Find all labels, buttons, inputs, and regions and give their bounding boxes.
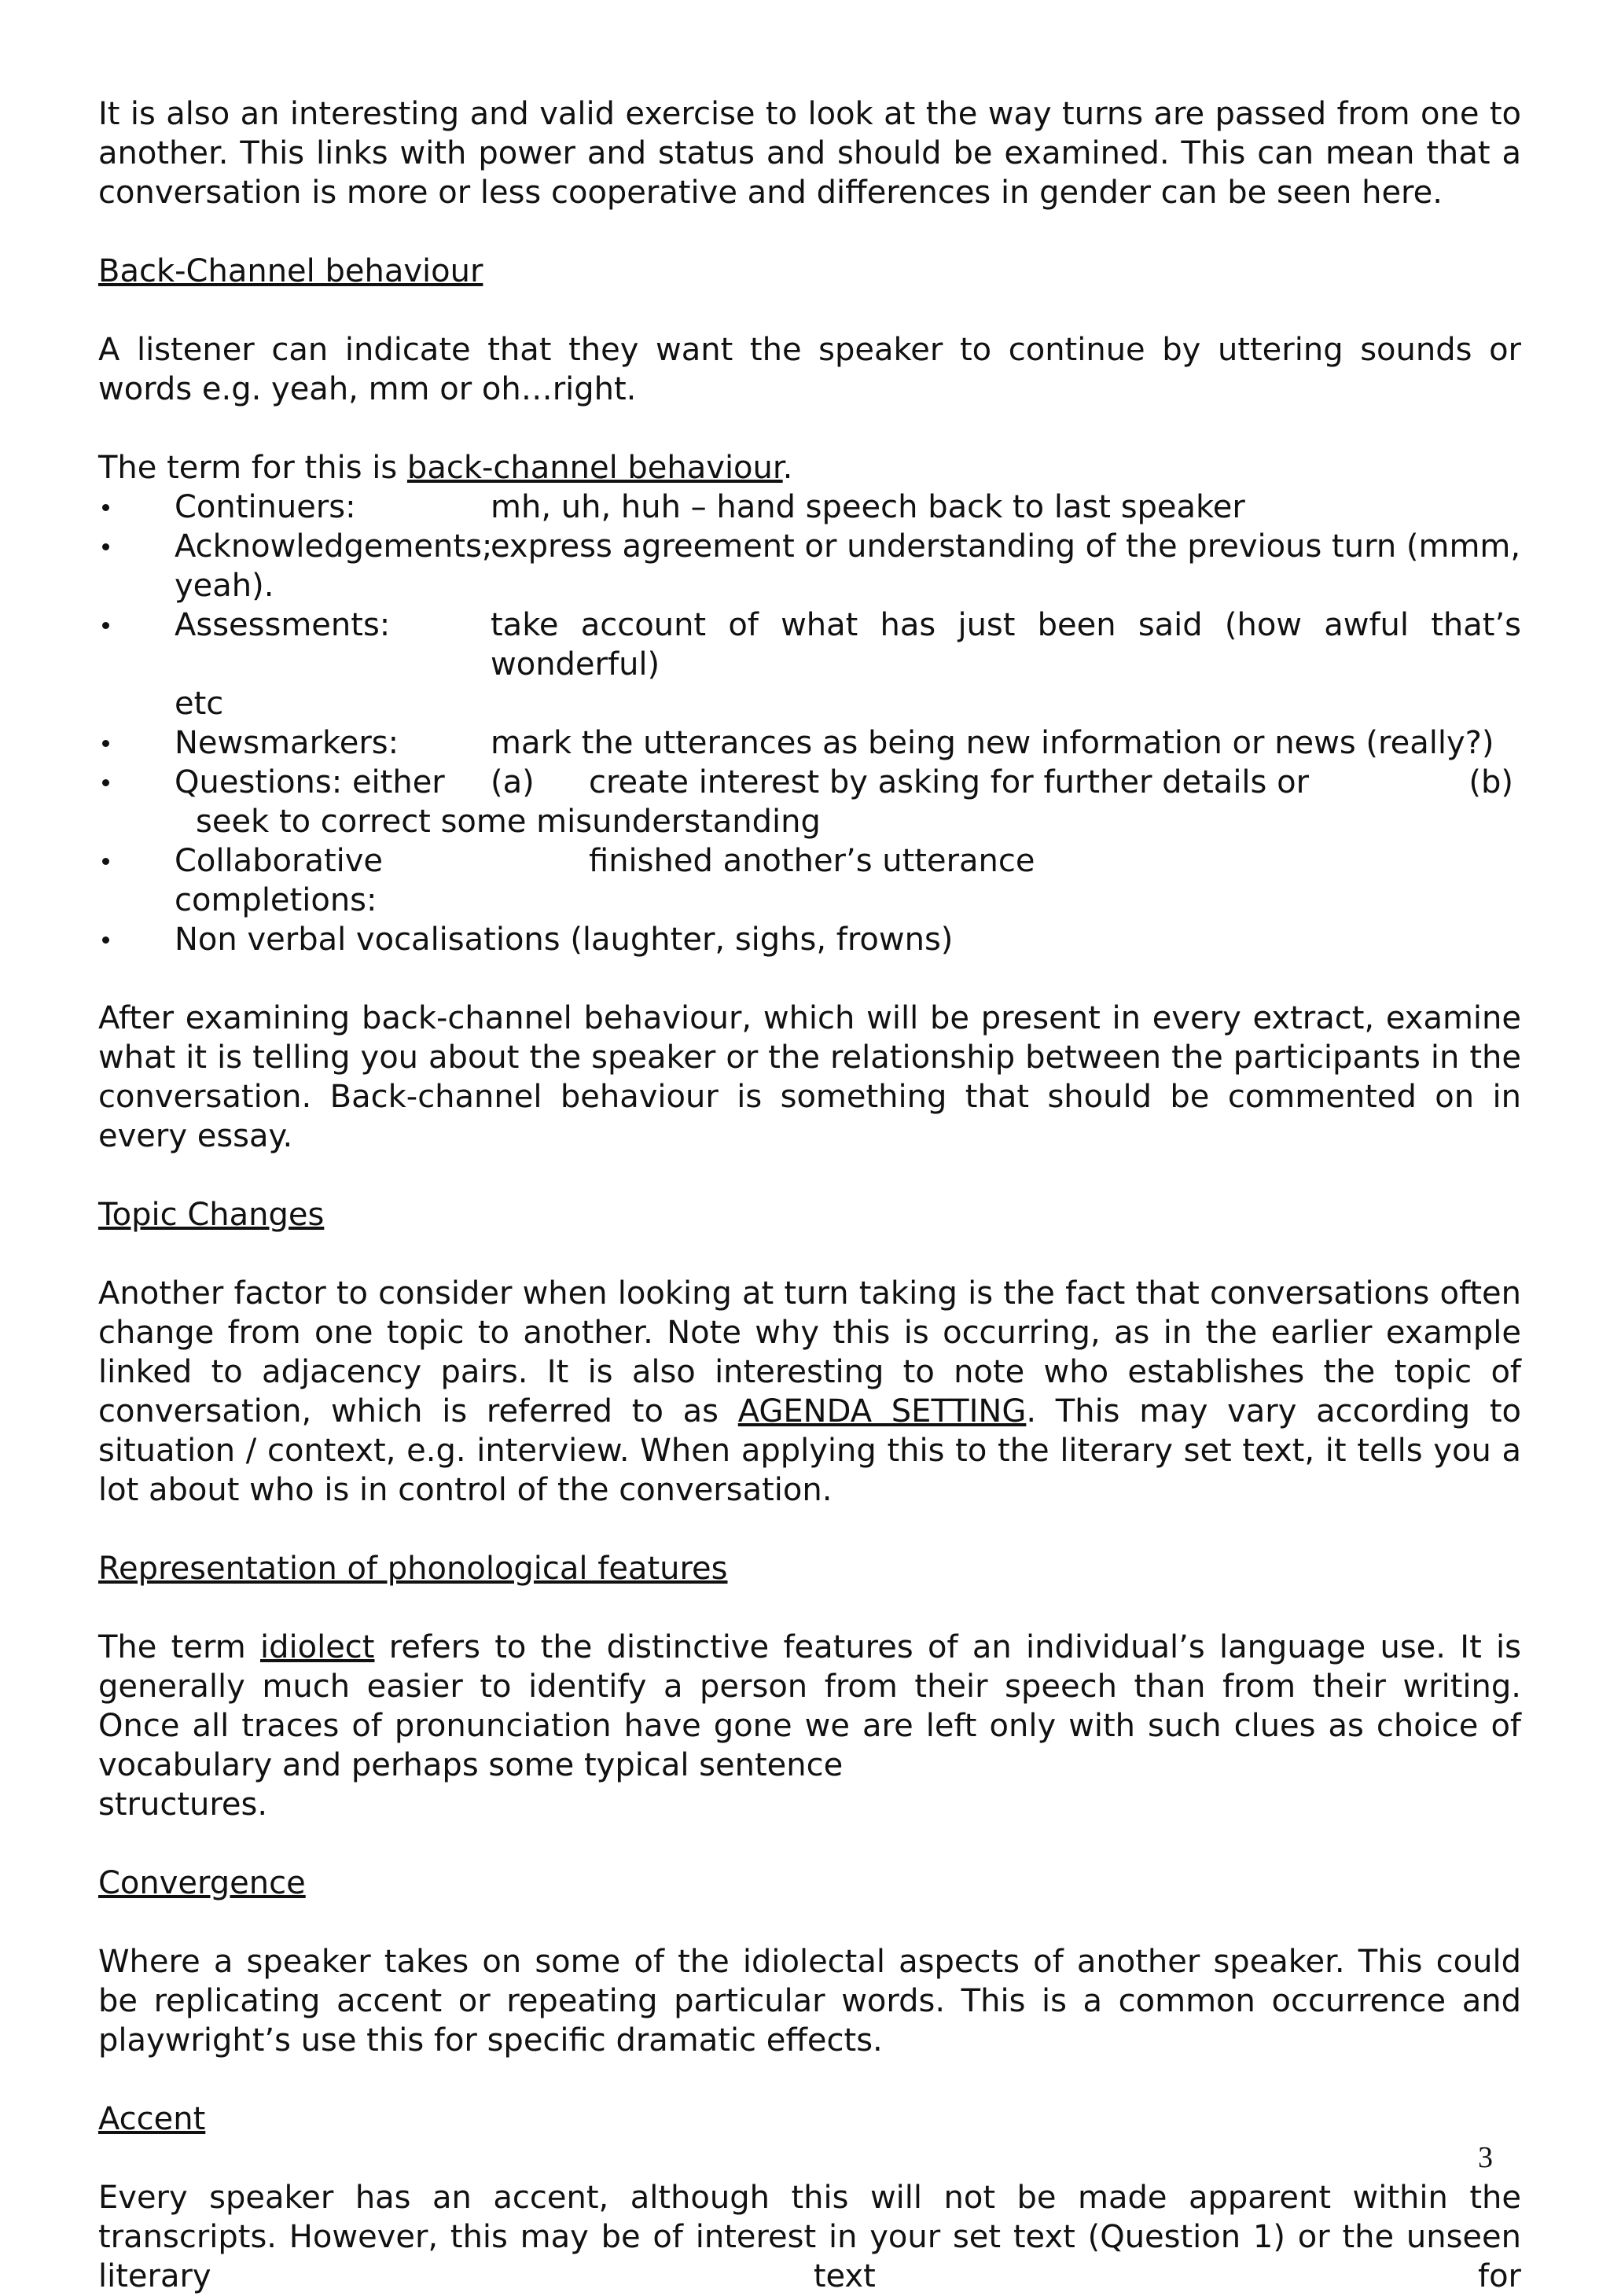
idiolect-term: idiolect bbox=[259, 1629, 375, 1665]
term-underlined: back-channel behaviour bbox=[406, 450, 783, 486]
backchannel-term-line bbox=[98, 448, 1521, 488]
phonology-prefix: The term bbox=[98, 1629, 260, 1665]
option-a-label: (a) bbox=[491, 764, 535, 800]
bullet-icon bbox=[102, 543, 109, 550]
item-desc: mh, uh, huh – hand speech back to last speaker bbox=[491, 489, 1245, 525]
intro-paragraph: It is also an interesting and valid exercise to look at the way turns are passed from one to another. This links with power and status and should be examined. This can mean that a conversation is more or less cooperative and differences in gender can be seen here. bbox=[98, 96, 1521, 211]
page-number: 3 bbox=[1478, 2141, 1493, 2174]
agenda-setting-term: AGENDA SETTING bbox=[737, 1393, 1027, 1429]
topic-paragraph bbox=[98, 1274, 1521, 1510]
item-text: Non verbal vocalisations (laughter, sighs, frowns) bbox=[175, 922, 954, 958]
term-prefix: The term for this is bbox=[98, 450, 407, 486]
item-desc: take account of what has just been said (how awful that’s wonderful) bbox=[491, 607, 1521, 683]
topic-heading: Topic Changes bbox=[98, 1197, 325, 1233]
convergence-heading: Convergence bbox=[98, 1865, 306, 1901]
item-desc: express agreement or understanding of the previous turn (mmm, bbox=[491, 528, 1521, 565]
item-desc: finished another’s utterance bbox=[589, 843, 1035, 879]
convergence-paragraph: Where a speaker takes on some of the idiolectal aspects of another speaker. This could be replicating accent or repeating particular words. This is a common occurrence and playwright’s use this for specific dramatic effects. bbox=[98, 1944, 1521, 2059]
bullet-icon bbox=[102, 936, 109, 944]
accent-paragraph: Every speaker has an accent, although this will not be made apparent within the transcripts. However, this may be of interest in your set text (Question 1) or the unseen literary text for bbox=[98, 2180, 1521, 2294]
bullet-icon bbox=[102, 504, 109, 511]
backchannel-list bbox=[98, 488, 1521, 959]
bullet-icon bbox=[102, 740, 109, 747]
backchannel-heading: Back-Channel behaviour bbox=[98, 253, 483, 289]
bullet-icon bbox=[102, 858, 109, 865]
item-term: Newsmarkers: bbox=[175, 725, 399, 761]
list-item bbox=[98, 841, 1521, 920]
topic-text-after: . This may vary according to situation / context, e.g. interview. When applying this to the literary set text, it tells you a lot about who is in control of the conversation. bbox=[98, 1393, 1521, 1508]
phonology-paragraph bbox=[98, 1628, 1521, 1785]
phonology-text: refers to the distinctive features of an individual’s language use. It is generally much easier to identify a person from their speech than from their writing. Once all traces of pronunciation have gone we are left only with such clues as choice of vocabulary and perhaps some typical sentence bbox=[98, 1629, 1522, 1783]
accent-heading: Accent bbox=[98, 2101, 206, 2137]
option-a-text: create interest by asking for further details or bbox=[589, 764, 1310, 800]
list-item bbox=[98, 527, 1521, 605]
backchannel-paragraph: A listener can indicate that they want the speaker to continue by uttering sounds or words e.g. yeah, mm or oh…right. bbox=[98, 332, 1521, 407]
item-desc-continuation: yeah). bbox=[175, 568, 274, 604]
term-suffix: . bbox=[782, 450, 793, 486]
topic-text-before: Another factor to consider when looking at turn taking is the fact that conversations often change from one topic to another. Note why this is occurring, as in the earlier example linked to adjacency pairs. It is also interesting to note who establishes the topic of conversation, which is referred to as bbox=[98, 1275, 1521, 1429]
backchannel-summary-paragraph: After examining back-channel behaviour, which will be present in every extract, examine what it is telling you about the speaker or the relationship between the participants in the conversation. Back-channel behaviour is something that should be commented on in every essay. bbox=[98, 1000, 1521, 1154]
list-item bbox=[98, 605, 1521, 723]
phonology-heading: Representation of phonological features bbox=[98, 1551, 728, 1587]
item-term: Continuers: bbox=[175, 489, 356, 525]
list-item bbox=[98, 763, 1521, 841]
phonology-last-line: structures. bbox=[98, 1786, 268, 1823]
item-desc-continuation: etc bbox=[175, 686, 224, 722]
list-item bbox=[98, 488, 1521, 527]
bullet-icon bbox=[102, 779, 109, 786]
item-desc: mark the utterances as being new information or news (really?) bbox=[491, 725, 1494, 761]
option-b-label: (b) bbox=[1468, 764, 1513, 800]
item-term: Questions: either bbox=[175, 764, 445, 800]
item-term: Collaborative completions: bbox=[175, 843, 384, 918]
item-term: Acknowledgements; bbox=[175, 528, 493, 565]
list-item bbox=[98, 920, 1521, 959]
document-page bbox=[98, 94, 1521, 2296]
item-term: Assessments: bbox=[175, 607, 391, 643]
option-b-text: seek to correct some misunderstanding bbox=[196, 804, 821, 840]
bullet-icon bbox=[102, 622, 109, 629]
list-item bbox=[98, 723, 1521, 763]
